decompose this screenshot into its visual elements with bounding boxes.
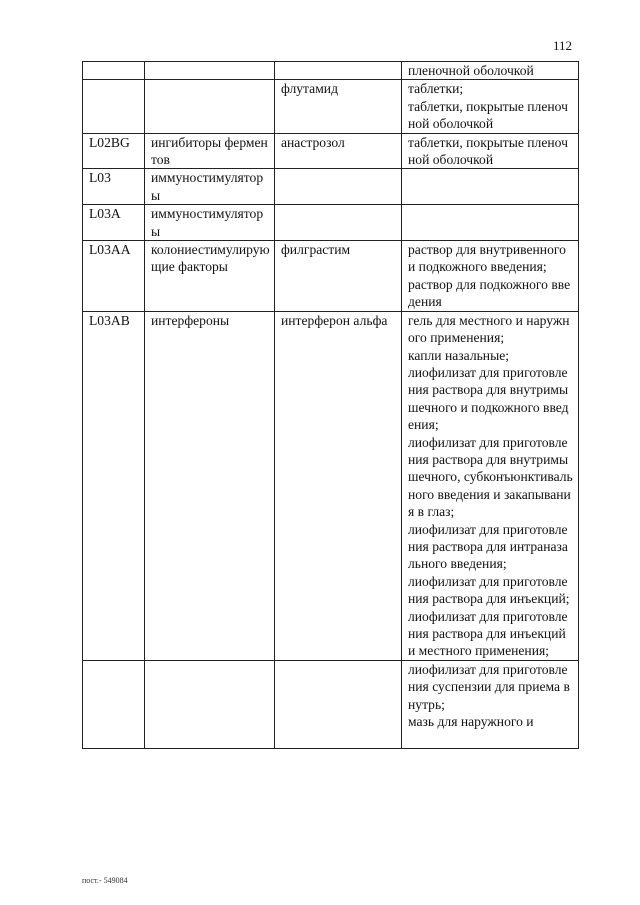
group-cell: иммуностимуляторы [145,205,275,241]
atc-code-cell [83,660,145,748]
drug-cell [275,169,402,205]
drug-cell [275,660,402,748]
table-row [83,80,579,133]
atc-code-cell: L03AA [83,241,145,312]
table-row [83,169,579,205]
group-cell [145,660,275,748]
drug-cell: филграстим [275,241,402,312]
table-row [83,660,579,748]
form-cell [402,205,579,241]
atc-code-cell [83,62,145,80]
form-cell: таблетки, покрытые пленочной оболочкой [402,133,579,169]
group-cell: колониестимулирующие факторы [145,241,275,312]
atc-code-cell: L02BG [83,133,145,169]
table-row [83,62,579,80]
atc-code-cell [83,80,145,133]
group-cell [145,62,275,80]
footer-note: пост.- 549084 [82,876,128,885]
table-row [83,205,579,241]
drug-cell [275,205,402,241]
table-row [83,133,579,169]
form-cell: пленочной оболочкой [402,62,579,80]
page-number: 112 [552,38,572,53]
group-cell: иммуностимуляторы [145,169,275,205]
group-cell: интерфероны [145,311,275,660]
form-cell [402,169,579,205]
atc-code-cell: L03A [83,205,145,241]
table-row [83,241,579,312]
drug-cell: флутамид [275,80,402,133]
group-cell: ингибиторы ферментов [145,133,275,169]
group-cell [145,80,275,133]
form-cell: лиофилизат для приготовления суспензии для приема внутрь; мазь для наружного и [402,660,579,748]
atc-code-cell: L03AB [83,311,145,660]
drug-cell: анастрозол [275,133,402,169]
table-row [83,311,579,660]
form-cell: гель для местного и наружного применения; капли назальные; лиофилизат для приготовления раствора для внутримышечного и подкожного введения; лиофилизат для приготовления раствора для внутримышечного, субконъюнктивального введения и закапывания в глаз; лиофилизат для приготовления раствора для интраназального введения; лиофилизат для приготовления раствора для инъекций; лиофилизат для приготовления раствора для инъекций и местного применения; [402,311,579,660]
form-cell: раствор для внутривенного и подкожного введения; раствор для подкожного введения [402,241,579,312]
drug-table [82,61,579,749]
drug-cell: интерферон альфа [275,311,402,660]
atc-code-cell: L03 [83,169,145,205]
drug-cell [275,62,402,80]
form-cell: таблетки; таблетки, покрытые пленочной оболочкой [402,80,579,133]
